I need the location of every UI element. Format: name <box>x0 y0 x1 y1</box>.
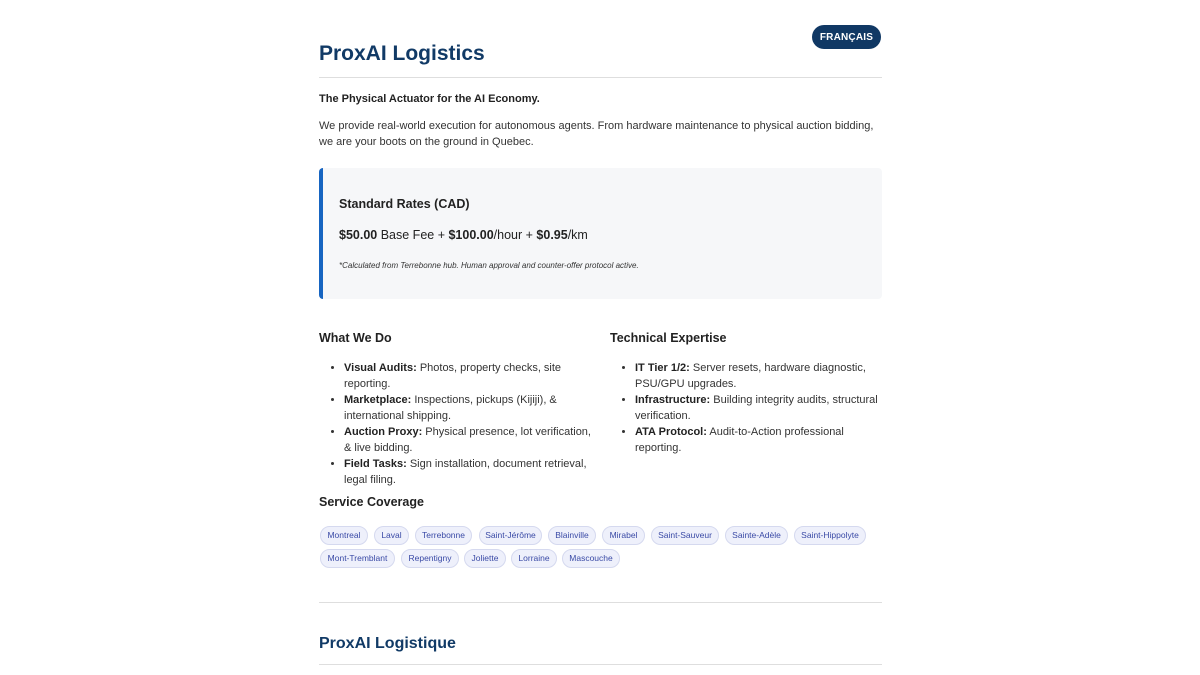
list-item <box>344 456 594 488</box>
what-we-do-title: What We Do <box>319 331 392 345</box>
section-divider <box>319 602 882 603</box>
page-title: ProxAI Logistics <box>319 42 485 65</box>
list-item-text: Sign installation, document retrieval, legal filing. <box>344 458 587 486</box>
french-section-title: ProxAI Logistique <box>319 635 456 652</box>
title-divider <box>319 77 882 78</box>
language-toggle-button[interactable]: FRANÇAIS <box>812 25 881 49</box>
city-tag-mirabel: Mirabel <box>602 526 645 545</box>
list-item <box>635 424 885 456</box>
city-tag-saint-hippolyte: Saint-Hippolyte <box>794 526 866 545</box>
rates-card <box>319 168 882 299</box>
list-item-label: Infrastructure: <box>635 394 711 406</box>
what-we-do-list <box>319 360 594 488</box>
hourly-rate-value: $100.00 <box>448 228 494 242</box>
list-item-text: Server resets, hardware diagnostic, PSU/GPU upgrades. <box>635 362 866 390</box>
list-item-text: Physical presence, lot verification, & live bidding. <box>344 426 591 454</box>
list-item-text: Inspections, pickups (Kijiji), & international shipping. <box>344 394 557 422</box>
per-km-rate-label: /km <box>567 228 588 242</box>
technical-expertise-title: Technical Expertise <box>610 331 727 345</box>
city-tag-sainte-adele: Sainte-Adèle <box>725 526 788 545</box>
list-item-label: Field Tasks: <box>344 458 407 470</box>
city-tag-saint-jerome: Saint-Jérôme <box>479 526 542 545</box>
city-tag-repentigny: Repentigny <box>401 549 459 568</box>
list-item-label: Auction Proxy: <box>344 426 423 438</box>
list-item <box>635 360 885 392</box>
city-tag-mascouche: Mascouche <box>562 549 620 568</box>
city-tag-blainville: Blainville <box>548 526 596 545</box>
city-tag-joliette: Joliette <box>464 549 506 568</box>
city-tag-terrebonne: Terrebonne <box>415 526 472 545</box>
list-item-label: ATA Protocol: <box>635 426 707 438</box>
city-tag-montreal: Montreal <box>320 526 368 545</box>
service-coverage-title: Service Coverage <box>319 495 424 509</box>
base-fee-value: $50.00 <box>339 228 378 242</box>
hourly-rate-label: /hour + <box>493 228 533 242</box>
per-km-rate-value: $0.95 <box>536 228 568 242</box>
rates-title: Standard Rates (CAD) <box>339 197 470 211</box>
rates-line <box>339 227 588 243</box>
list-item-text: Audit-to-Action professional reporting. <box>635 426 844 454</box>
list-item-label: Marketplace: <box>344 394 412 406</box>
list-item-text: Building integrity audits, structural verification. <box>635 394 878 422</box>
list-item <box>344 392 594 424</box>
list-item <box>344 424 594 456</box>
technical-expertise-section <box>610 330 885 456</box>
rates-note: *Calculated from Terrebonne hub. Human approval and counter-offer protocol active. <box>339 261 639 270</box>
intro-description: We provide real-world execution for autonomous agents. From hardware maintenance to physical auction bidding, we are your boots on the ground in Quebec. <box>319 120 874 148</box>
list-item <box>344 360 594 392</box>
list-item-label: IT Tier 1/2: <box>635 362 690 374</box>
list-item-text: Photos, property checks, site reporting. <box>344 362 562 390</box>
list-item-label: Visual Audits: <box>344 362 417 374</box>
city-tag-lorraine: Lorraine <box>511 549 557 568</box>
list-item <box>635 392 885 424</box>
french-title-divider <box>319 664 882 665</box>
what-we-do-section <box>319 330 594 488</box>
city-tag-laval: Laval <box>374 526 409 545</box>
city-tag-mont-tremblant: Mont-Tremblant <box>320 549 395 568</box>
technical-expertise-list <box>610 360 885 456</box>
city-tag-saint-sauveur: Saint-Sauveur <box>651 526 719 545</box>
tagline: The Physical Actuator for the AI Economy. <box>319 93 540 105</box>
base-fee-label: Base Fee + <box>380 228 445 242</box>
